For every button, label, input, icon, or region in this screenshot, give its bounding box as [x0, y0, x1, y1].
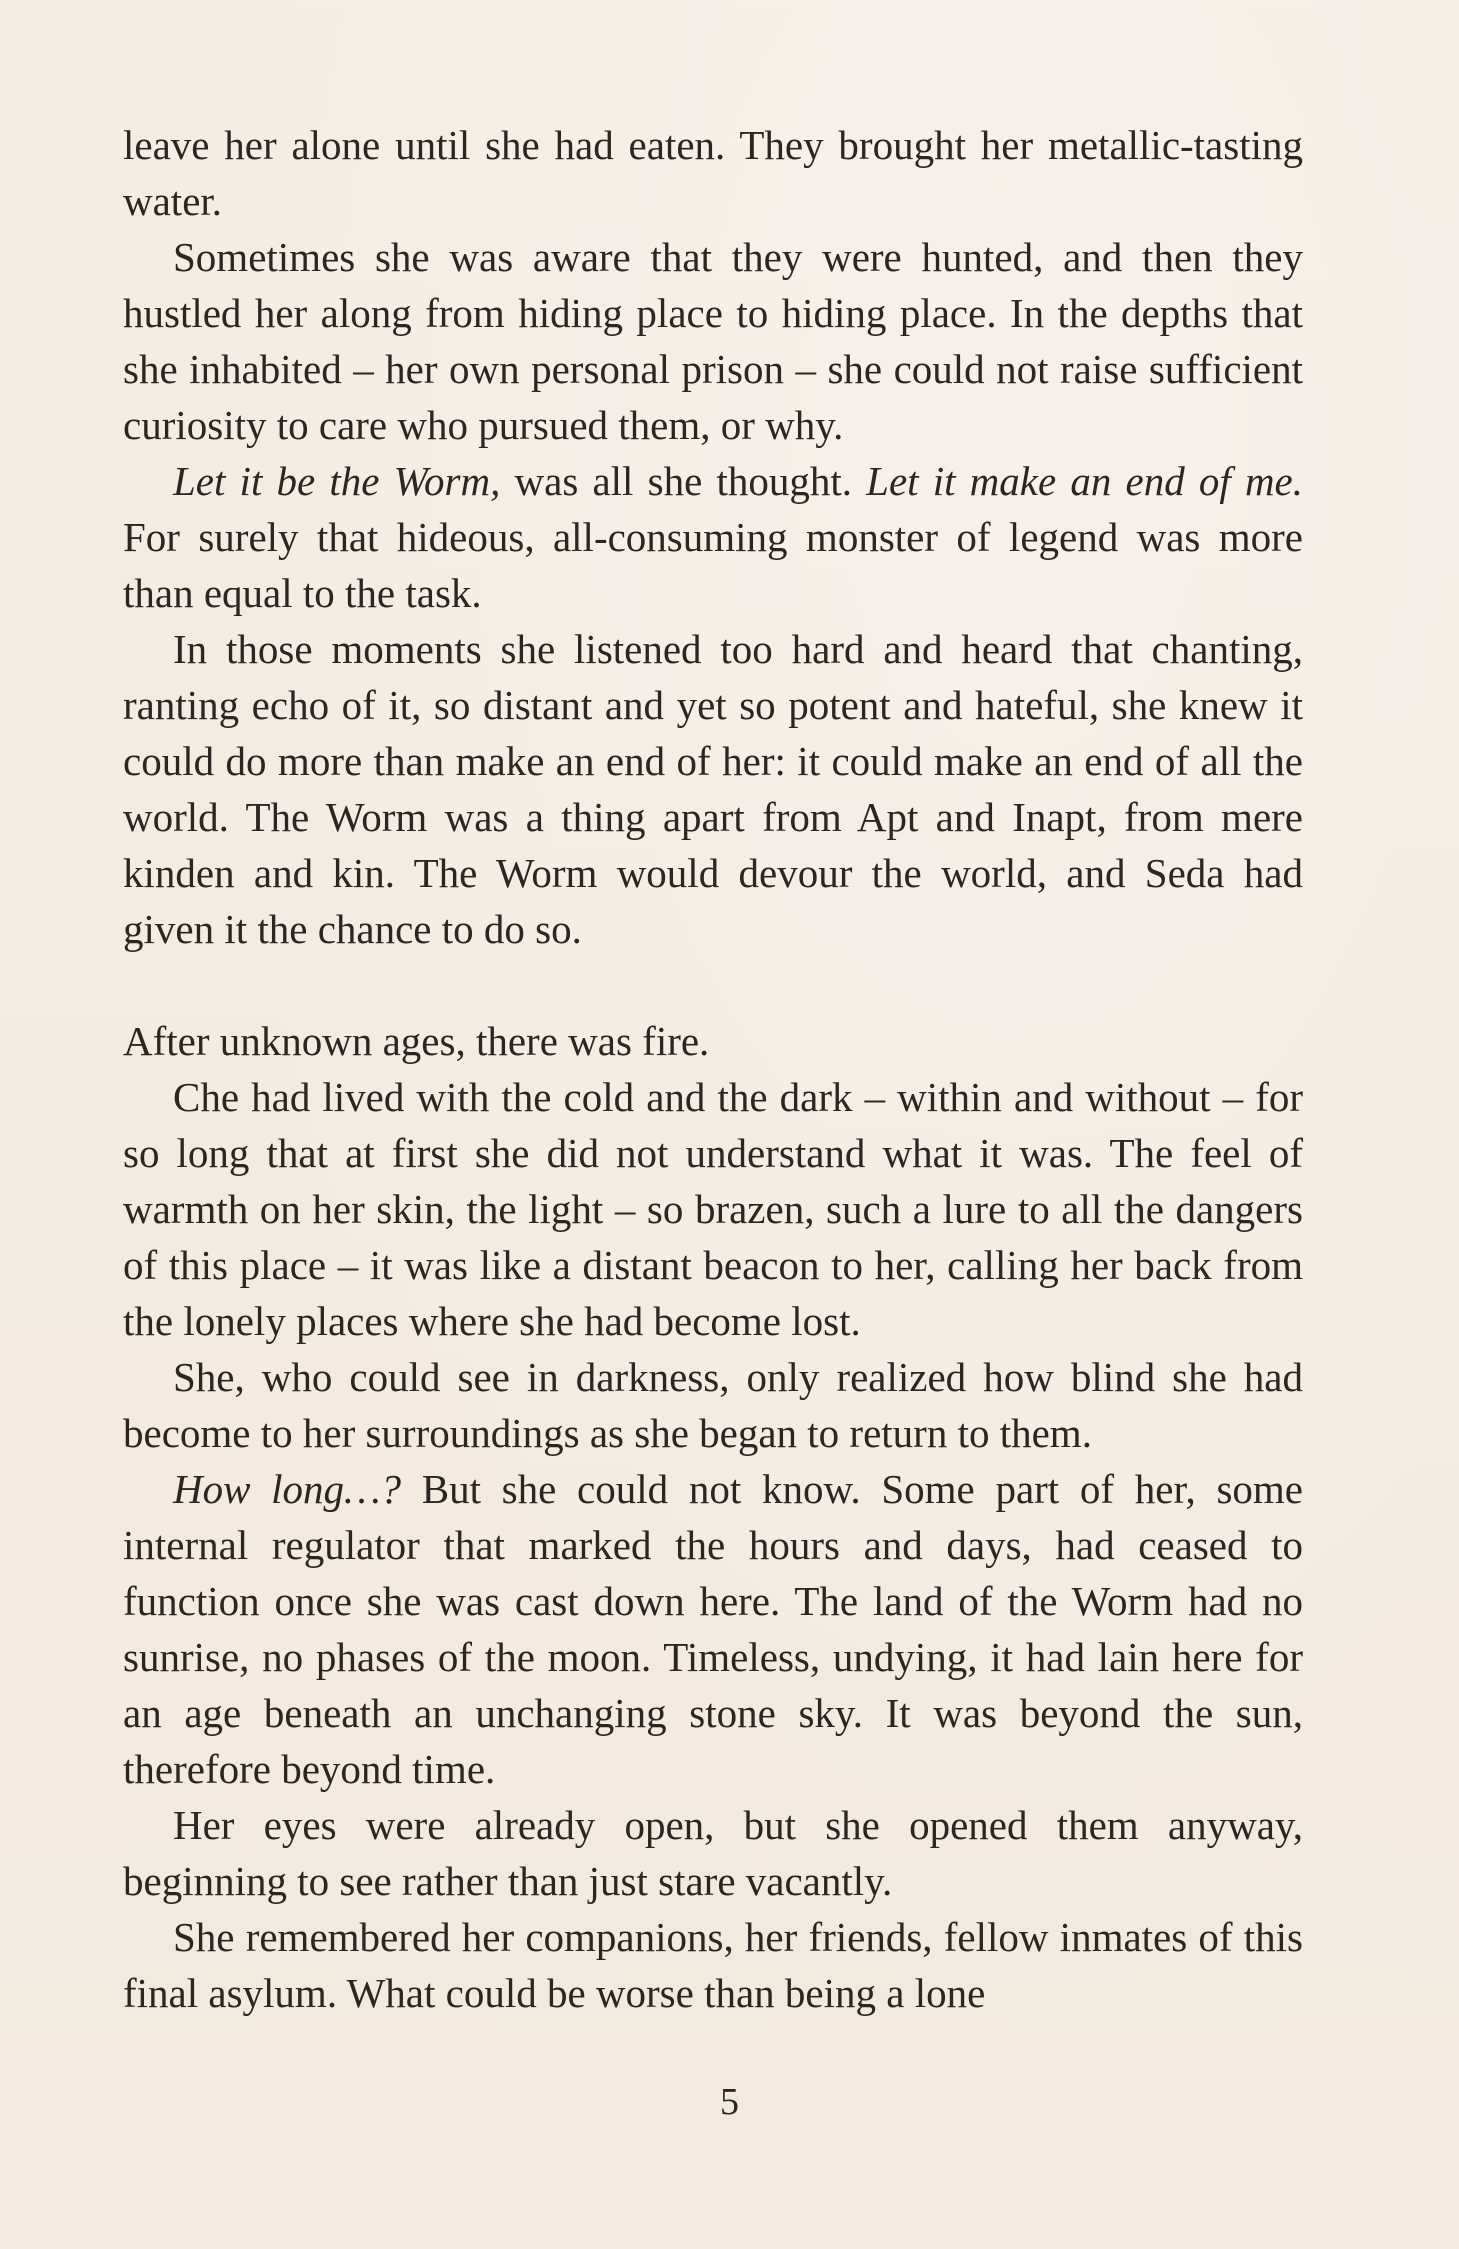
paragraph [123, 1461, 1303, 1797]
text-run: In those moments she listened too hard and heard that chanting, ranting echo of it, so distant and yet so potent and hateful, she knew it could do more than make an end of her: it could make an end of all the world. The Worm was a thing apart from Apt and Inapt, from mere kinden and kin. The Worm would devour the world, and Seda had given it the chance to do so. [123, 626, 1303, 952]
text-run: was all she thought. [500, 458, 867, 504]
text-run: She remembered her companions, her friends, fellow inmates of this final asylum. What could be worse than being a lone [123, 1914, 1303, 2016]
paragraph [123, 1349, 1303, 1461]
text-run: But she could not know. Some part of her, some internal regulator that marked the hours and days, had ceased to function once she was cast down here. The land of the Worm had no sunrise, no phases of the moon. Timeless, undying, it had lain here for an age beneath an unchanging stone sky. It was beyond the sun, therefore beyond time. [123, 1466, 1303, 1792]
paragraph [123, 1909, 1303, 2021]
paragraph [123, 229, 1303, 453]
italic-text: How long…? [173, 1466, 402, 1512]
paragraph [123, 117, 1303, 229]
paragraph [123, 621, 1303, 957]
page-number: 5 [720, 2081, 739, 2123]
paragraph [123, 1797, 1303, 1909]
paragraph [123, 1013, 1303, 1069]
text-run: Her eyes were already open, but she opened them anyway, beginning to see rather than just stare vacantly. [123, 1802, 1303, 1904]
text-run: Sometimes she was aware that they were hunted, and then they hustled her along from hiding place to hiding place. In the depths that she inhabited – her own personal prison – she could not raise sufficient curiosity to care who pursued them, or why. [123, 234, 1303, 448]
text-run: For surely that hideous, all-consuming monster of legend was more than equal to the task. [123, 514, 1303, 616]
paragraph [123, 453, 1303, 621]
italic-text: Let it be the Worm, [173, 458, 501, 504]
body-text [123, 117, 1303, 2021]
text-run: She, who could see in darkness, only realized how blind she had become to her surroundings as she began to return to them. [123, 1354, 1303, 1456]
text-run: After unknown ages, there was fire. [123, 1018, 710, 1064]
italic-text: Let it make an end of me. [866, 458, 1304, 504]
text-run: Che had lived with the cold and the dark – within and without – for so long that at first she did not understand what it was. The feel of warmth on her skin, the light – so brazen, such a lure to all the dangers of this place – it was like a distant beacon to her, calling her back from the lonely places where she had become lost. [123, 1074, 1303, 1344]
paragraph [123, 1069, 1303, 1349]
text-run: leave her alone until she had eaten. They brought her metallic-tasting water. [123, 122, 1303, 224]
